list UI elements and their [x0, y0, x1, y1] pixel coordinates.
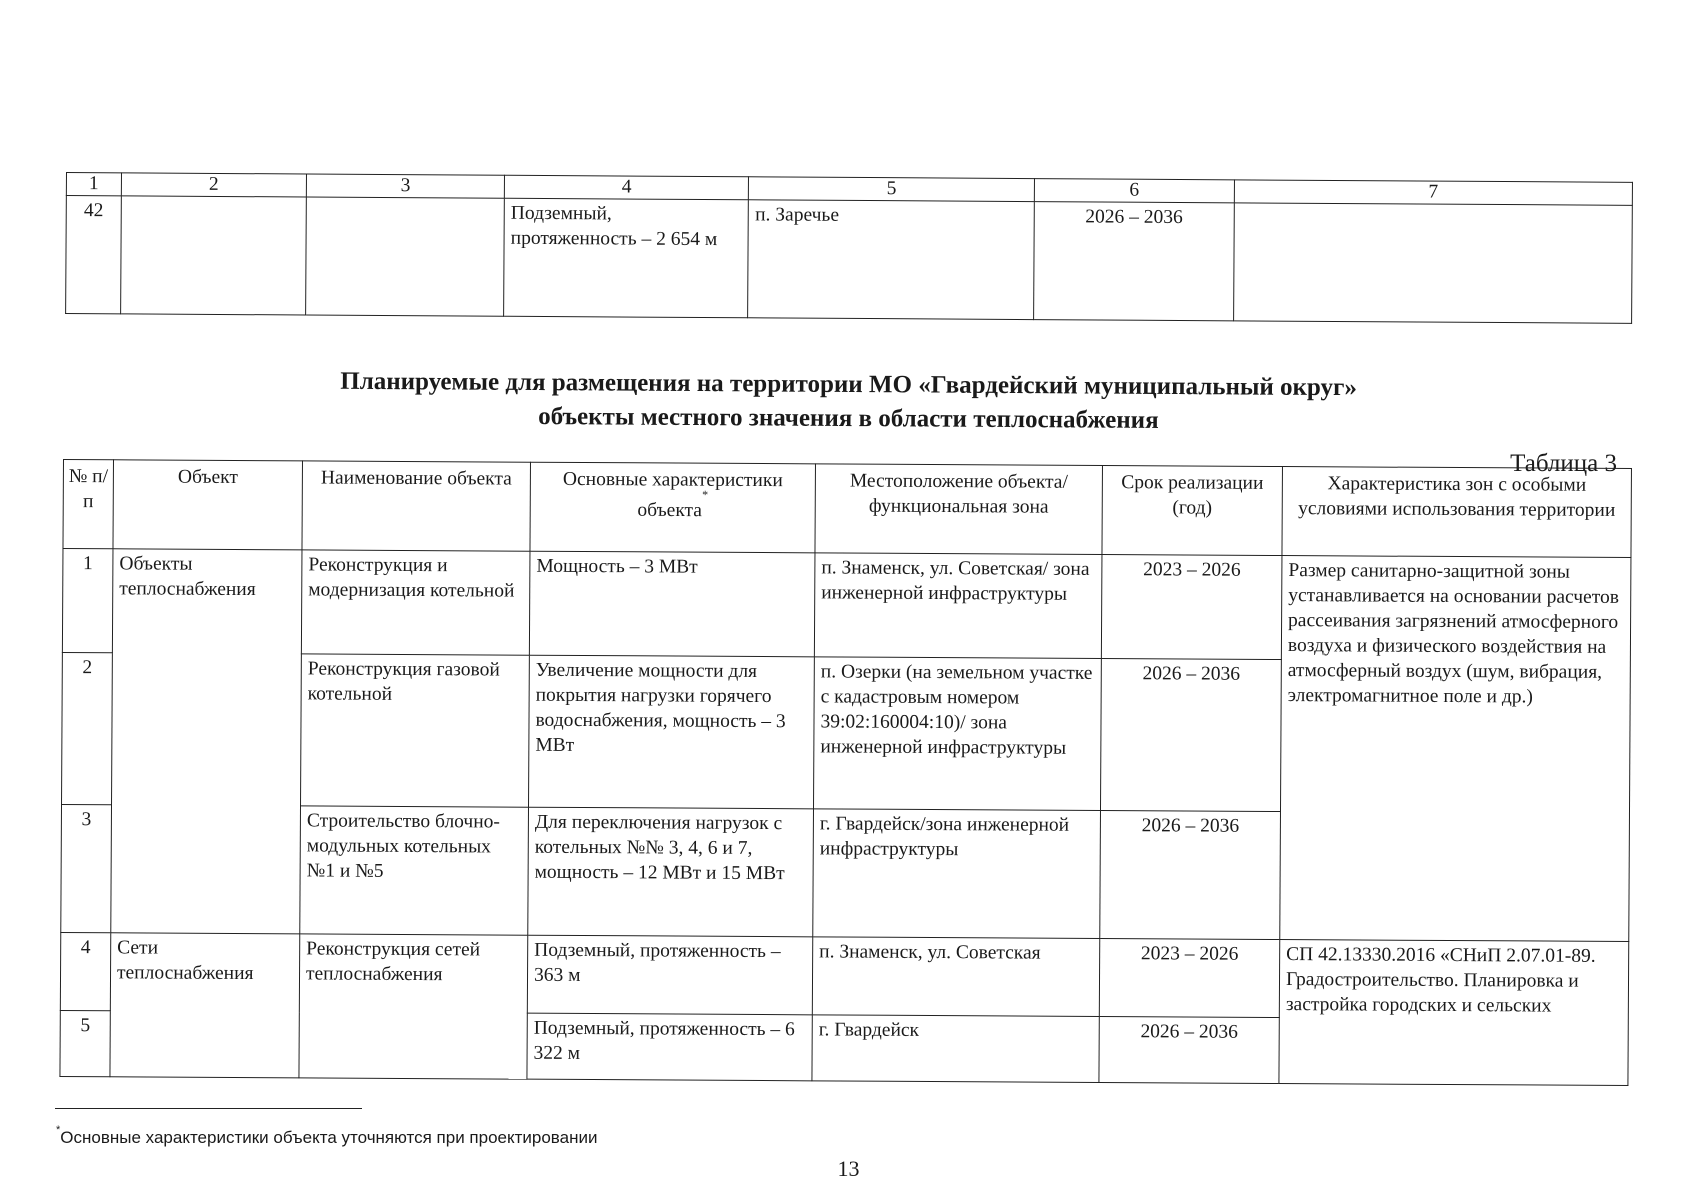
location-cell: г. Гвардейск — [812, 1015, 1099, 1083]
period-cell: 2026 – 2036 — [1099, 1016, 1279, 1083]
name-cell: Реконструкция и модернизация котельной — [301, 550, 530, 655]
characteristics-cell: Подземный, протяженность – 2 654 м — [504, 198, 749, 318]
col-header: 7 — [1234, 180, 1632, 206]
header-location: Местоположение объекта/ функциональная зона — [815, 464, 1103, 555]
table-row — [66, 196, 1633, 324]
zones-cell — [1233, 203, 1632, 323]
row-number: 42 — [66, 196, 121, 314]
name-cell: Реконструкция сетей теплоснабжения — [299, 934, 528, 1079]
row-number: 1 — [62, 549, 113, 653]
period-cell: 2026 – 2036 — [1100, 810, 1281, 939]
title-line-1: Планируемые для размещения на территории МО «Гвардейский муниципальный округ» — [340, 367, 1357, 402]
col-header: 2 — [121, 173, 306, 197]
period-cell: 2026 – 2036 — [1033, 202, 1234, 321]
footnote-mark: * — [56, 1124, 61, 1136]
name-cell: Реконструкция газовой котельной — [301, 654, 530, 807]
row-number: 3 — [61, 804, 112, 932]
header-num: № п/п — [63, 460, 114, 549]
table-header-row — [63, 460, 1631, 558]
footnote-mark: * — [702, 487, 709, 502]
table-row — [62, 549, 1631, 662]
header-characteristics-text: Основные характеристики объекта — [562, 468, 783, 522]
table-label: Таблица 3 — [1510, 450, 1617, 477]
period-cell: 2026 – 2036 — [1100, 658, 1281, 811]
row-number: 4 — [60, 932, 110, 1010]
col-header: 1 — [66, 173, 121, 196]
header-zones: Характеристика зон с особыми условиями использования территории — [1282, 467, 1632, 558]
main-table — [59, 459, 1632, 1086]
header-period: Срок реализации (год) — [1102, 465, 1283, 555]
object-cell — [120, 196, 306, 315]
object-group-2: Сети теплоснабжения — [110, 933, 300, 1078]
characteristics-cell: Подземный, протяженность – 6 322 м — [527, 1013, 812, 1081]
characteristics-cell: Для переключения нагрузок с котельных №№ 3, 4, 6 и 7, мощность – 12 МВт и 15 МВт — [528, 807, 814, 937]
footnote — [56, 1124, 598, 1148]
title-line-2: объекты местного значения в области теплоснабжения — [538, 403, 1159, 434]
period-cell: 2023 – 2026 — [1099, 938, 1279, 1017]
location-cell: п. Заречье — [748, 200, 1034, 320]
row-number: 2 — [62, 652, 113, 804]
characteristics-cell: Мощность – 3 МВт — [529, 551, 815, 657]
header-name: Наименование объекта — [302, 461, 531, 551]
name-cell — [306, 197, 505, 316]
characteristics-cell: Подземный, протяженность – 363 м — [527, 935, 812, 1015]
continuation-table — [65, 172, 1633, 324]
col-header: 3 — [306, 174, 504, 198]
name-cell: Строительство блочно-модульных котельных №1 и №5 — [300, 806, 529, 935]
location-cell: п. Знаменск, ул. Советская — [812, 937, 1099, 1017]
footnote-text: Основные характеристики объекта уточняются при проектировании — [60, 1128, 598, 1147]
section-title — [0, 363, 1697, 442]
location-cell: п. Озерки (на земельном участке с кадастровым номером 39:02:160004:10)/ зона инженерной инфраструктуры — [813, 657, 1101, 811]
page-number: 13 — [837, 1156, 860, 1181]
location-cell: г. Гвардейск/зона инженерной инфраструктуры — [813, 809, 1101, 939]
zones-group-2: СП 42.13330.2016 «СНиП 2.07.01-89. Градостроительство. Планировка и застройка городских и сельских — [1279, 940, 1629, 1086]
row-number: 5 — [60, 1010, 110, 1076]
object-group-1: Объекты теплоснабжения — [111, 549, 302, 934]
header-object: Объект — [113, 460, 303, 550]
location-cell: п. Знаменск, ул. Советская/ зона инженерной инфраструктуры — [814, 553, 1102, 659]
footnote-divider — [55, 1108, 362, 1109]
period-cell: 2023 – 2026 — [1101, 554, 1282, 659]
characteristics-cell: Увеличение мощности для покрытия нагрузки горячего водоснабжения, мощность – 3 МВт — [529, 655, 815, 809]
col-header: 6 — [1034, 179, 1234, 203]
col-header: 5 — [749, 177, 1035, 202]
table-row — [60, 932, 1628, 1019]
header-characteristics — [530, 462, 816, 553]
col-header: 4 — [504, 175, 748, 200]
zones-group-1: Размер санитарно-защитной зоны устанавливается на основании расчетов рассеивания загрязнений атмосферного воздуха и физического воздействия на атмосферный воздух (шум, вибрация, электромагнитное поле и др.) — [1280, 556, 1631, 942]
